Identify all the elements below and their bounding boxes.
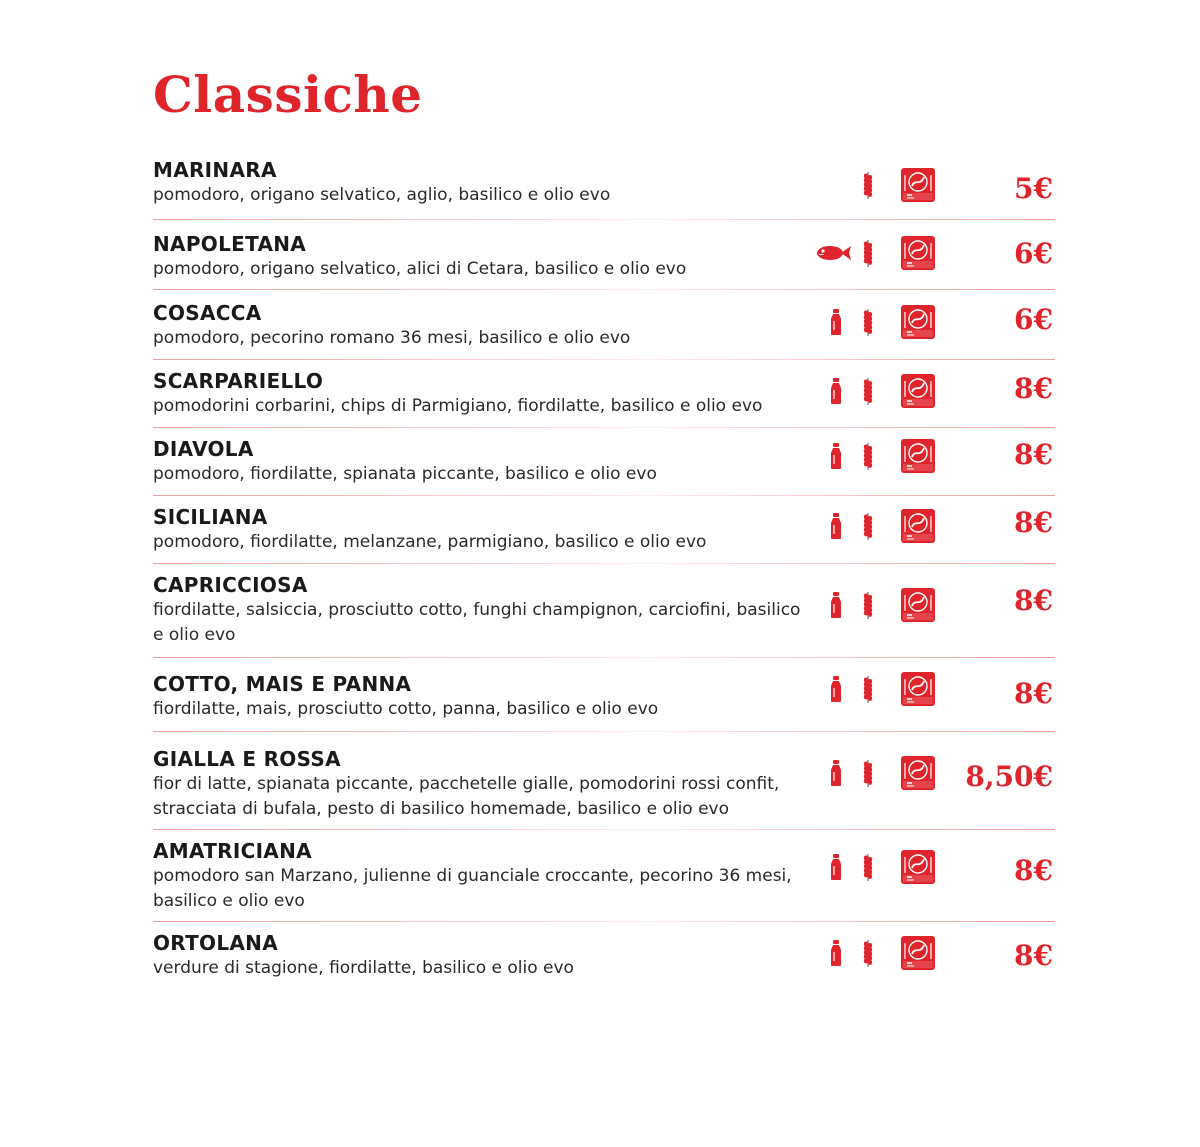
item-price: 6€ [1014, 237, 1053, 270]
item-price: 8€ [1014, 438, 1053, 471]
row-divider [153, 921, 1055, 922]
wheat-icon [863, 758, 873, 788]
milk-bottle-icon [829, 377, 843, 405]
gluten-free-aic-icon [900, 755, 936, 791]
item-name: ORTOLANA [153, 931, 278, 955]
item-description: fiordilatte, salsiccia, prosciutto cotto, funghi champignon, carciofini, basilico e olio evo [153, 600, 801, 645]
item-description: pomodoro, origano selvatico, aglio, basilico e olio evo [153, 185, 611, 205]
wheat-icon [863, 170, 873, 200]
item-description: pomodoro san Marzano, julienne di guanciale croccante, pecorino 36 mesi, basilico e olio evo [153, 866, 792, 911]
gluten-free-aic-icon [900, 587, 936, 623]
item-description: pomodoro, pecorino romano 36 mesi, basilico e olio evo [153, 328, 631, 348]
milk-bottle-icon [829, 675, 843, 703]
item-name: MARINARA [153, 158, 277, 182]
fish-icon [816, 243, 852, 263]
gluten-free-aic-icon [900, 304, 936, 340]
item-name: CAPRICCIOSA [153, 573, 308, 597]
wheat-icon [863, 307, 873, 337]
milk-bottle-icon [829, 512, 843, 540]
row-divider [153, 289, 1055, 290]
row-divider [153, 829, 1055, 830]
wheat-icon [863, 674, 873, 704]
item-name: SICILIANA [153, 505, 268, 529]
item-price: 8€ [1014, 372, 1053, 405]
gluten-free-aic-icon [900, 508, 936, 544]
milk-bottle-icon [829, 308, 843, 336]
gluten-free-aic-icon [900, 849, 936, 885]
wheat-icon [863, 938, 873, 968]
wheat-icon [863, 590, 873, 620]
item-price: 8€ [1014, 584, 1053, 617]
item-description: fiordilatte, mais, prosciutto cotto, panna, basilico e olio evo [153, 699, 659, 719]
item-price: 6€ [1014, 303, 1053, 336]
row-divider [153, 731, 1055, 732]
item-name: GIALLA E ROSSA [153, 747, 341, 771]
item-description: pomodorini corbarini, chips di Parmigiano, fiordilatte, basilico e olio evo [153, 396, 763, 416]
item-name: SCARPARIELLO [153, 369, 324, 393]
gluten-free-aic-icon [900, 373, 936, 409]
item-name: AMATRICIANA [153, 839, 312, 863]
item-name: NAPOLETANA [153, 232, 307, 256]
item-price: 8€ [1014, 939, 1053, 972]
milk-bottle-icon [829, 591, 843, 619]
item-description: fior di latte, spianata piccante, pacchetelle gialle, pomodorini rossi confit, stracciata di bufala, pesto di basilico homemade, basilico e olio evo [153, 774, 780, 819]
item-name: COSACCA [153, 301, 262, 325]
row-divider [153, 219, 1055, 220]
wheat-icon [863, 852, 873, 882]
row-divider [153, 359, 1055, 360]
row-divider [153, 563, 1055, 564]
section-title: Classiche [153, 65, 423, 124]
wheat-icon [863, 238, 873, 268]
gluten-free-aic-icon [900, 438, 936, 474]
gluten-free-aic-icon [900, 935, 936, 971]
gluten-free-aic-icon [900, 671, 936, 707]
item-name: DIAVOLA [153, 437, 254, 461]
item-description: pomodoro, origano selvatico, alici di Cetara, basilico e olio evo [153, 259, 687, 279]
wheat-icon [863, 511, 873, 541]
item-price: 8,50€ [965, 760, 1053, 793]
item-name: COTTO, MAIS E PANNA [153, 672, 412, 696]
row-divider [153, 495, 1055, 496]
item-price: 8€ [1014, 506, 1053, 539]
wheat-icon [863, 441, 873, 471]
milk-bottle-icon [829, 853, 843, 881]
milk-bottle-icon [829, 442, 843, 470]
milk-bottle-icon [829, 759, 843, 787]
item-price: 8€ [1014, 854, 1053, 887]
milk-bottle-icon [829, 939, 843, 967]
row-divider [153, 657, 1055, 658]
item-description: verdure di stagione, fiordilatte, basilico e olio evo [153, 958, 574, 978]
item-description: pomodoro, fiordilatte, spianata piccante, basilico e olio evo [153, 464, 657, 484]
item-price: 8€ [1014, 677, 1053, 710]
item-description: pomodoro, fiordilatte, melanzane, parmigiano, basilico e olio evo [153, 532, 707, 552]
gluten-free-aic-icon [900, 235, 936, 271]
wheat-icon [863, 376, 873, 406]
item-price: 5€ [1014, 172, 1053, 205]
row-divider [153, 427, 1055, 428]
gluten-free-aic-icon [900, 167, 936, 203]
